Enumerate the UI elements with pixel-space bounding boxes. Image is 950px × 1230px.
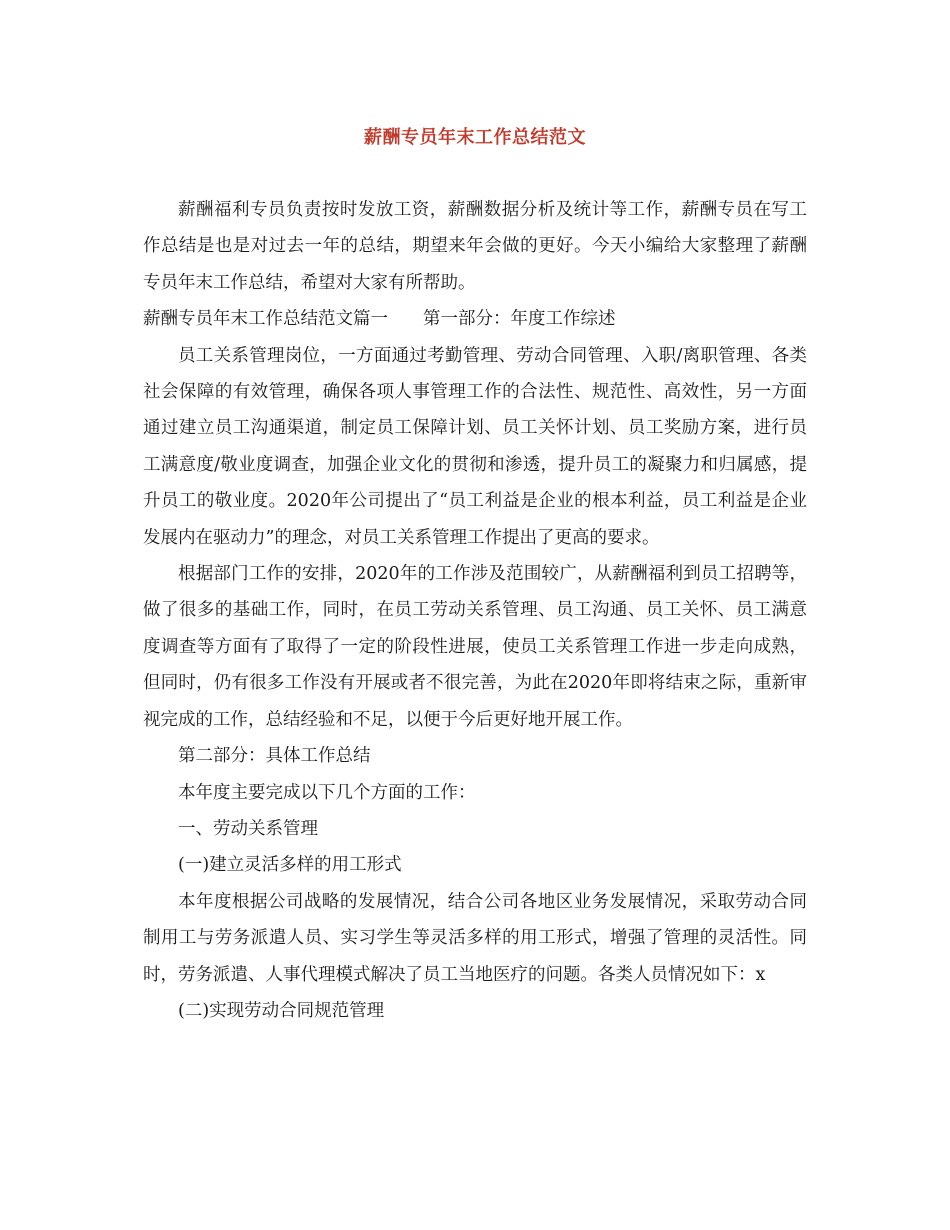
body-paragraph: 员工关系管理岗位，一方面通过考勤管理、劳动合同管理、入职/离职管理、各类社会保障的有效管理，确保各项人事管理工作的合法性、规范性、高效性，另一方面通过建立员工沟通渠道，制定员工保障计划、员工关怀计划、员工奖励方案，进行员工满意度/敬业度调查，加强企业文化的贯彻和渗透，提升员工的凝聚力和归属感，提升员工的敬业度。2020年公司提出了“员工利益是企业的根本利益，员工利益是企业发展内在驱动力”的理念，对员工关系管理工作提出了更高的要求。 [143,345,807,548]
body-paragraph: 本年度主要完成以下几个方面的工作： [178,782,476,803]
section-heading-part-one: 薪酬专员年末工作总结范文篇一 第一部分：年度工作综述 [143,309,616,330]
subsection-heading: (二)实现劳动合同规范管理 [178,1000,385,1021]
subsection-heading: (一)建立灵活多样的用工形式 [178,855,402,876]
subsection-heading: 一、劳动关系管理 [178,818,318,839]
body-paragraph: 本年度根据公司战略的发展情况，结合公司各地区业务发展情况，采取劳动合同制用工与劳务派遣人员、实习学生等灵活多样的用工形式，增强了管理的灵活性。同时，劳务派遣、人事代理模式解决了员工当地医疗的问题。各类人员情况如下：x [143,891,807,985]
document-body [143,192,807,1029]
body-paragraph: 根据部门工作的安排，2020年的工作涉及范围较广，从薪酬福利到员工招聘等，做了很多的基础工作，同时，在员工劳动关系管理、员工沟通、员工关怀、员工满意度调查等方面有了取得了一定的阶段性进展，使员工关系管理工作进一步走向成熟，但同时，仍有很多工作没有开展或者不很完善，为此在2020年即将结束之际，重新审视完成的工作，总结经验和不足，以便于今后更好地开展工作。 [143,564,807,730]
document-title: 薪酬专员年末工作总结范文 [364,127,586,148]
intro-paragraph: 薪酬福利专员负责按时发放工资，薪酬数据分析及统计等工作，薪酬专员在写工作总结是也是对过去一年的总结，期望来年会做的更好。今天小编给大家整理了薪酬专员年末工作总结，希望对大家有所帮助。 [143,200,807,293]
section-heading-part-two: 第二部分：具体工作总结 [178,746,371,767]
